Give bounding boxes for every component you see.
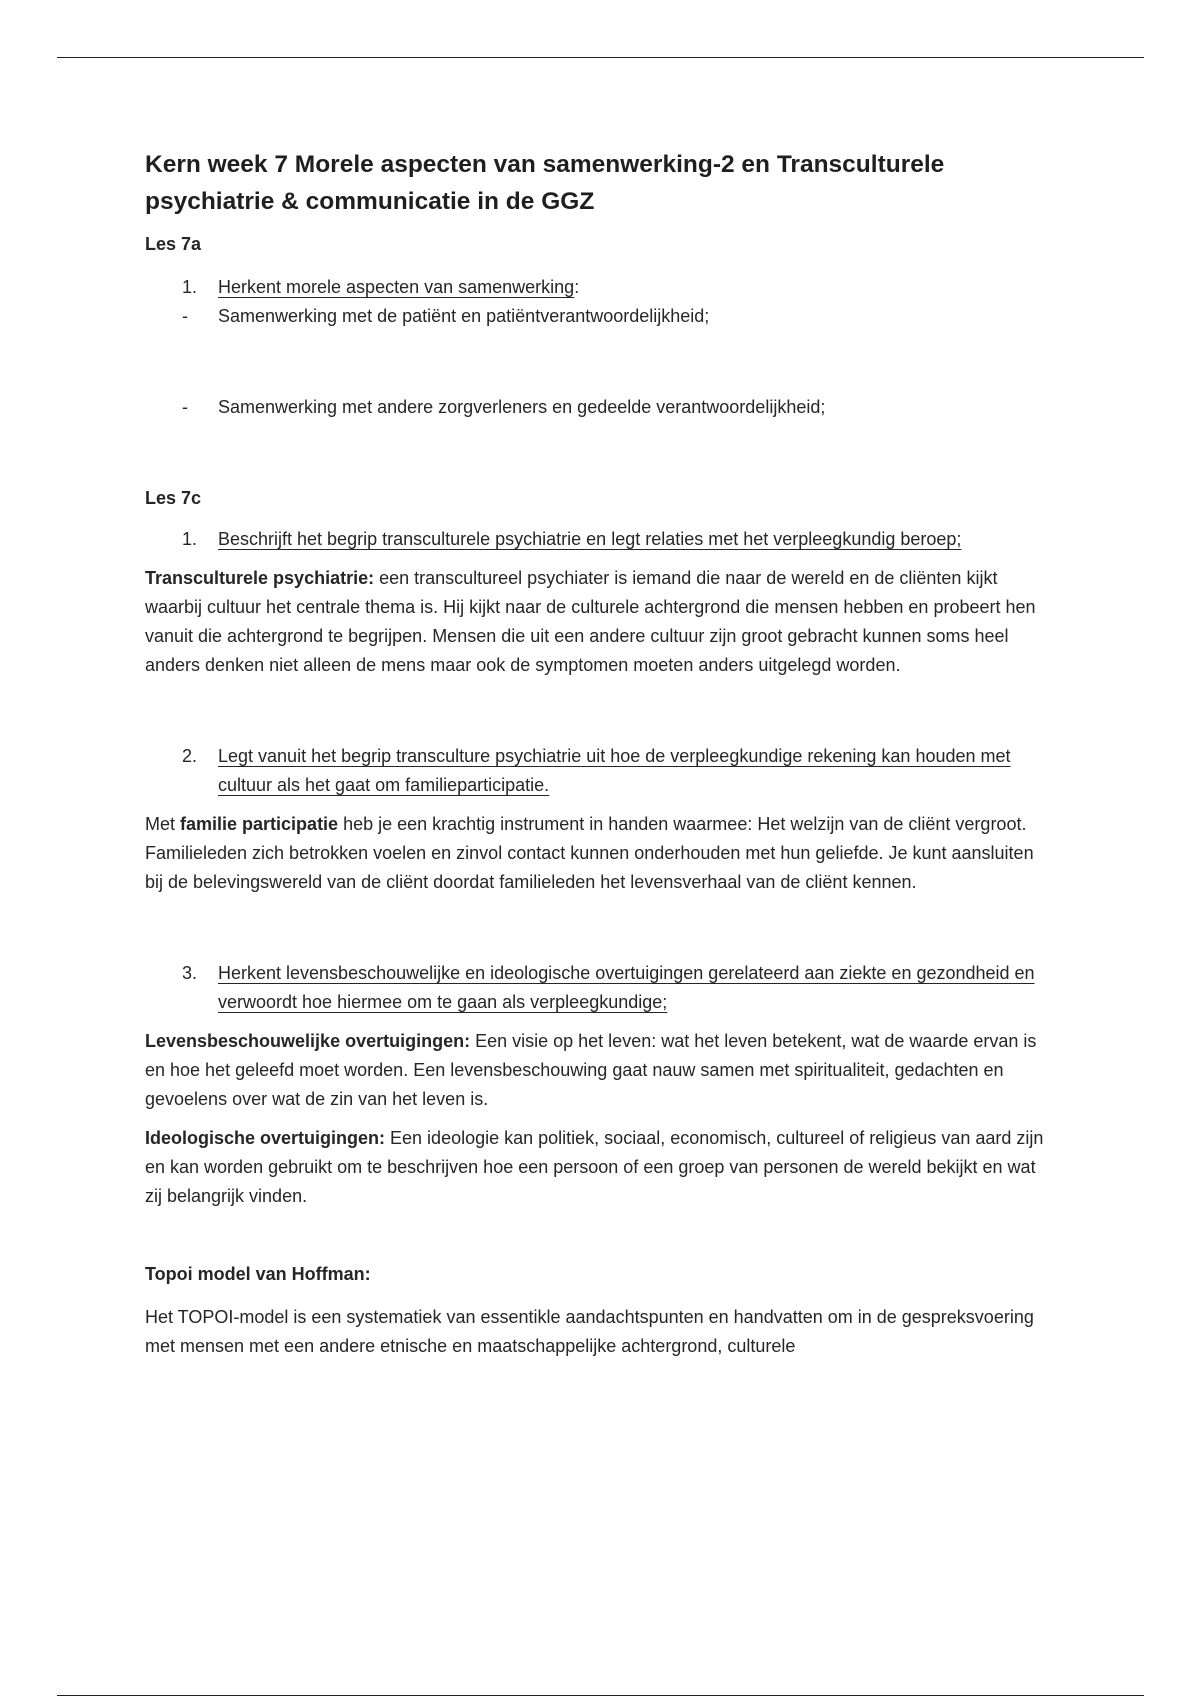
objective-text: Legt vanuit het begrip transculture psychiatrie uit hoe de verpleegkundige rekening kan houden met cultuur als het gaat om familieparticipatie.	[218, 746, 1011, 795]
list-number: 1.	[182, 529, 198, 549]
paragraph-text: Een visie op het leven: wat het leven betekent, wat de waarde ervan is en hoe het geleefd moet worden. Een levensbeschouwing gaat nauw samen met spiritualiteit, gedachten en gevoelens over wat de zin van het leven is.	[145, 1031, 1037, 1109]
list-number: 1.	[182, 277, 198, 297]
term: Levensbeschouwelijke overtuigingen:	[145, 1031, 471, 1051]
objective-item	[145, 742, 1055, 800]
term: familie participatie	[180, 814, 339, 834]
section-heading-les-7c: Les 7c	[145, 488, 202, 508]
paragraph-transculturele-psychiatrie	[145, 564, 1055, 680]
footer-rule	[57, 1695, 1144, 1696]
bullet-item	[145, 302, 1055, 331]
bullet-item	[145, 393, 1055, 422]
list-number: 3.	[182, 963, 198, 983]
header-rule	[57, 57, 1144, 58]
bullet-text: Samenwerking met de patiënt en patiëntverantwoordelijkheid;	[218, 306, 710, 326]
term: Ideologische overtuigingen:	[145, 1128, 386, 1148]
paragraph-text: Een ideologie kan politiek, sociaal, economisch, cultureel of religieus van aard zijn en kan worden gebruikt om te beschrijven hoe een persoon of een groep van personen de wereld bekijkt en wat zij belangrijk vinden.	[145, 1128, 1044, 1206]
document-title: Kern week 7 Morele aspecten van samenwerking-2 en Transculturele psychiatrie & communicatie in de GGZ	[145, 151, 945, 215]
paragraph-familie-participatie	[145, 810, 1055, 897]
objective-suffix: :	[574, 277, 580, 297]
bullet-marker: -	[182, 306, 188, 326]
bullet-marker: -	[182, 397, 188, 417]
paragraph-topoi-model: Het TOPOI-model is een systematiek van essentikle aandachtspunten en handvatten om in de gespreksvoering met mensen met een andere etnische en maatschappelijke achtergrond, culturele	[145, 1307, 1034, 1356]
objective-text: Herkent morele aspecten van samenwerking	[218, 277, 575, 297]
section-heading-les-7a: Les 7a	[145, 234, 202, 254]
document-body	[145, 146, 1055, 1361]
paragraph-text: heb je een krachtig instrument in handen waarmee: Het welzijn van de cliënt vergroot. Familieleden zich betrokken voelen en zinvol contact kunnen onderhouden met hun geliefde. Je kunt aansluiten bij de belevingswereld van de cliënt doordat familieleden het levensverhaal van de cliënt kennen.	[145, 814, 1034, 892]
objective-text: Herkent levensbeschouwelijke en ideologische overtuigingen gerelateerd aan ziekte en gezondheid en verwoordt hoe hiermee om te gaan als verpleegkundige;	[218, 963, 1035, 1012]
objective-item	[145, 273, 1055, 302]
paragraph-prefix: Met	[145, 814, 181, 834]
term: Transculturele psychiatrie:	[145, 568, 375, 588]
paragraph-text: een transcultureel psychiater is iemand die naar de wereld en de cliënten kijkt waarbij cultuur het centrale thema is. Hij kijkt naar de culturele achtergrond die mensen hebben en probeert hen vanuit die achtergrond te begrijpen. Mensen die uit een andere cultuur zijn groot gebracht kunnen soms heel anders denken niet alleen de mens maar ook de symptomen moeten anders uitgelegd worden.	[145, 568, 1036, 675]
paragraph-ideologische-overtuigingen	[145, 1124, 1055, 1211]
objective-item	[145, 959, 1055, 1017]
list-number: 2.	[182, 746, 198, 766]
objective-text: Beschrijft het begrip transculturele psychiatrie en legt relaties met het verpleegkundig beroep;	[218, 529, 962, 549]
paragraph-levensbeschouwelijke-overtuigingen	[145, 1027, 1055, 1114]
objective-item	[145, 525, 1055, 554]
topoi-heading: Topoi model van Hoffman:	[145, 1264, 371, 1284]
bullet-text: Samenwerking met andere zorgverleners en gedeelde verantwoordelijkheid;	[218, 397, 826, 417]
